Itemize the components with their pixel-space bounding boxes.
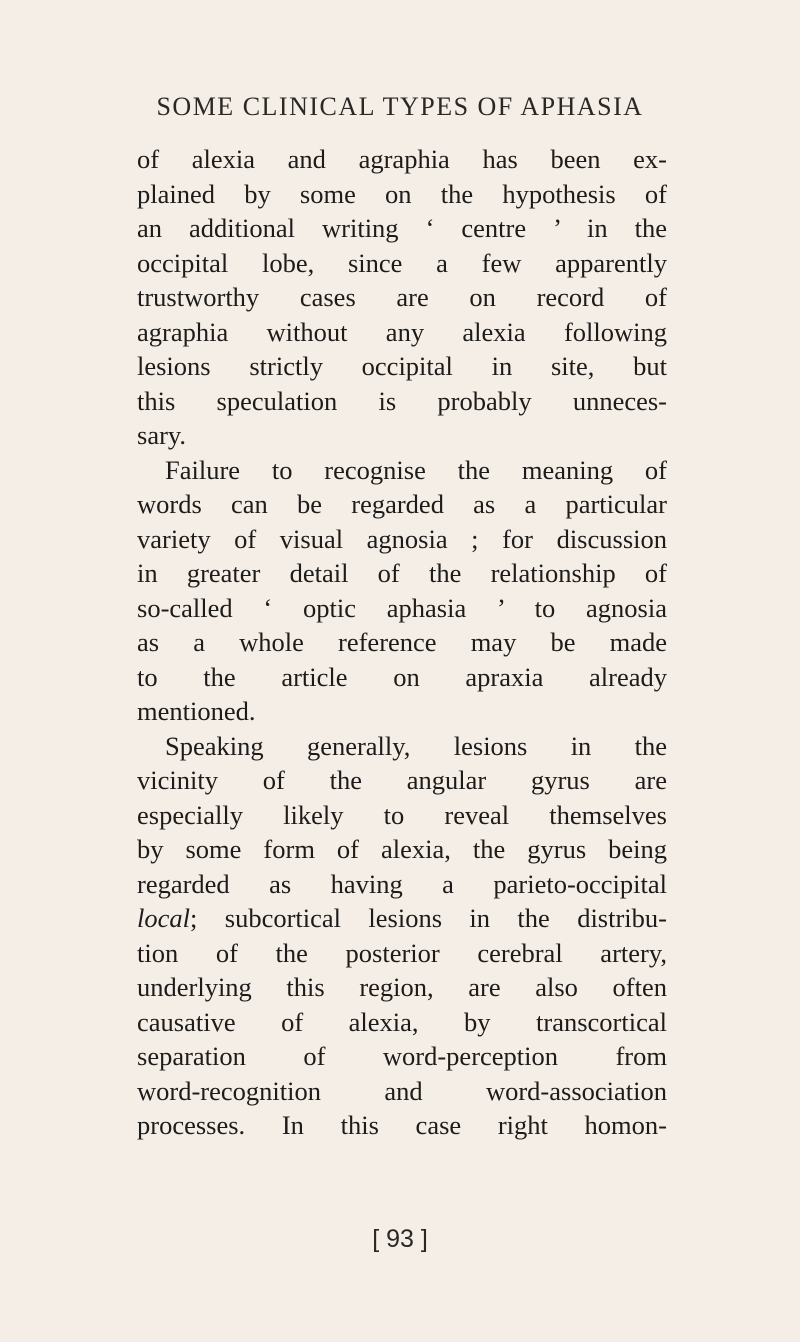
italic-word: local — [137, 903, 190, 933]
text-line: occipital lobe, since a few apparently — [137, 247, 667, 278]
running-head: SOME CLINICAL TYPES OF APHASIA — [156, 92, 644, 121]
text-line: word-recognition and word-association — [137, 1075, 667, 1106]
text-line: agraphia without any alexia following — [137, 316, 667, 347]
text-line: by some form of alexia, the gyrus being — [137, 834, 667, 864]
text-line: in greater detail of the relationship of — [137, 558, 667, 588]
text-line: words can be regarded as a particular — [137, 489, 667, 519]
line-rest: ; subcortical lesions in the distribu- — [190, 903, 667, 933]
text-line: trustworthy cases are on record of — [137, 282, 667, 312]
text-line: variety of visual agnosia ; for discussion — [137, 523, 667, 554]
text-line: of alexia and agraphia has been ex- — [137, 144, 667, 174]
text-line: regarded as having a parieto-occipital — [137, 868, 667, 899]
text-line: causative of alexia, by transcortical — [137, 1006, 667, 1037]
text-line: tion of the posterior cerebral artery, — [137, 937, 667, 968]
text-line: Failure to recognise the meaning of — [165, 454, 667, 485]
text-line: mentioned. — [137, 696, 256, 726]
text-line: separation of word-perception from — [137, 1041, 667, 1071]
text-line: sary. — [137, 420, 187, 450]
text-line: lesions strictly occipital in site, but — [137, 351, 667, 381]
text-line: so-called ‘ optic aphasia ’ to agnosia — [137, 592, 667, 623]
text-line: as a whole reference may be made — [137, 627, 667, 657]
text-line — [137, 901, 667, 936]
text-line: to the article on apraxia already — [137, 661, 667, 692]
text-line: an additional writing ‘ centre ’ in the — [137, 213, 667, 243]
text-line: underlying this region, are also often — [137, 972, 667, 1002]
text-line: especially likely to reveal themselves — [137, 799, 667, 830]
page-number: [ 93 ] — [372, 1225, 428, 1253]
text-line: plained by some on the hypothesis of — [137, 178, 667, 209]
text-line: Speaking generally, lesions in the — [165, 730, 667, 761]
text-line: vicinity of the angular gyrus are — [137, 765, 667, 795]
text-line: processes. In this case right homon- — [137, 1110, 667, 1140]
text-line: this speculation is probably unneces- — [137, 385, 667, 416]
body-text — [137, 142, 667, 1143]
